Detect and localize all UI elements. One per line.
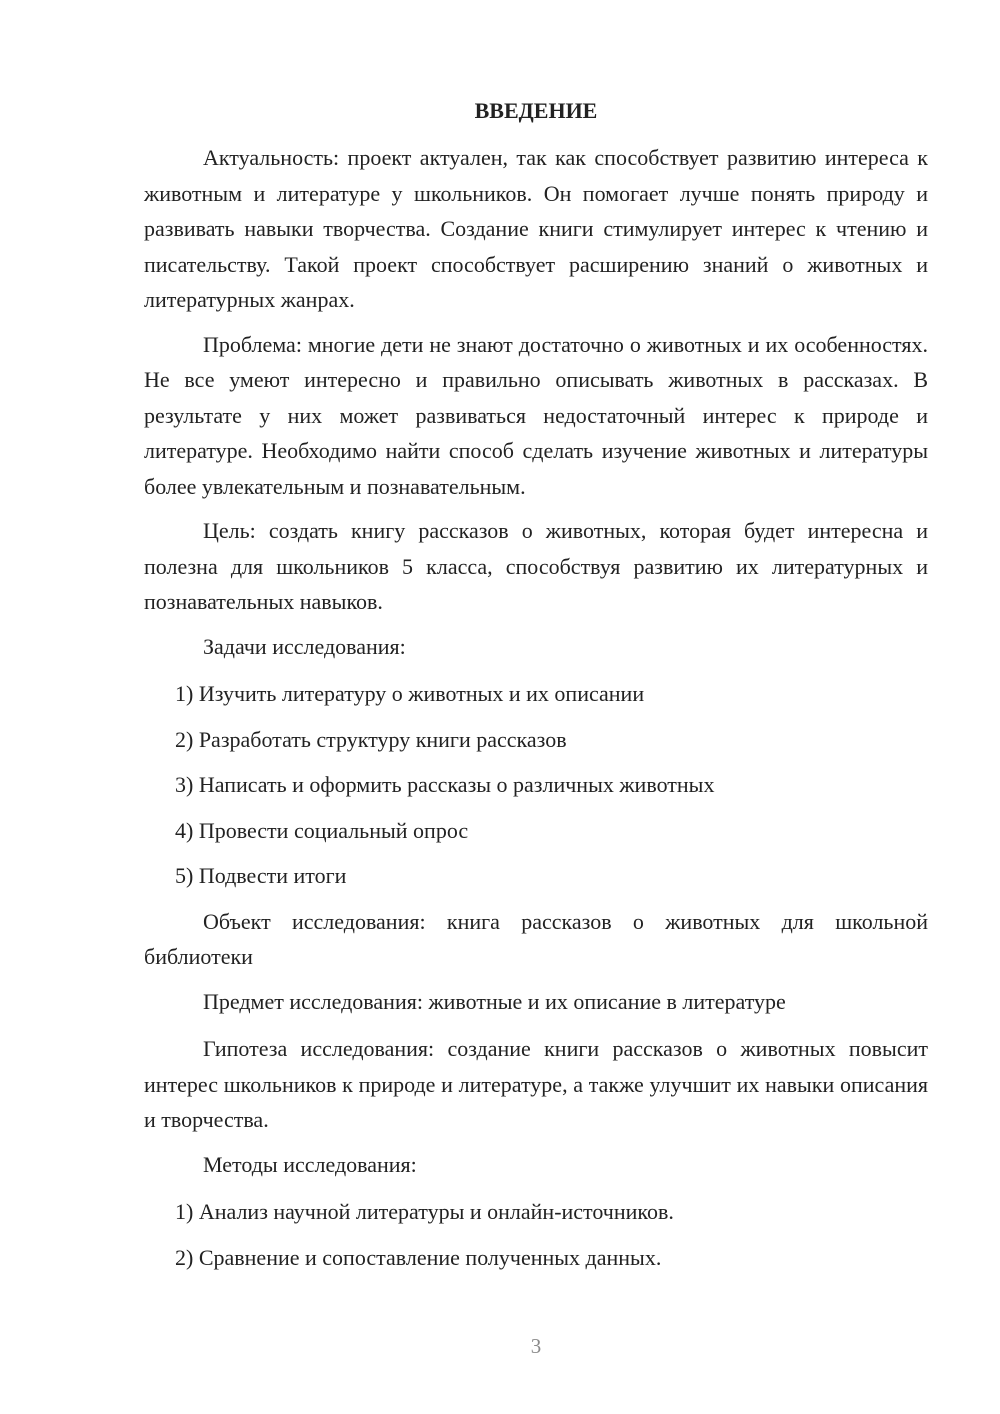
method-item: 1) Анализ научной литературы и онлайн-источников. <box>175 1199 674 1224</box>
task-item: 1) Изучить литературу о животных и их описании <box>175 681 645 706</box>
subject-paragraph: Предмет исследования: животные и их описание в литературе <box>203 988 786 1014</box>
problem-paragraph: Проблема: многие дети не знают достаточно о животных и их особенностях. Не все умеют интересно и правильно описывать животных в рассказах. В результате у них может развиваться недостаточный интерес к природе и литературе. Необходимо найти способ сделать изучение животных и литературы более увлекательным и познавательным. <box>144 331 928 499</box>
page-number: 3 <box>530 1334 542 1358</box>
task-item: 3) Написать и оформить рассказы о различных животных <box>175 772 715 797</box>
task-item: 2) Разработать структуру книги рассказов <box>175 726 567 752</box>
task-item: 5) Подвести итоги <box>175 863 347 888</box>
object-paragraph: Объект исследования: книга рассказов о животных для школьной библиотеки <box>144 908 928 969</box>
hypothesis-paragraph: Гипотеза исследования: создание книги рассказов о животных повысит интерес школьников к природе и литературе, а также улучшит их навыки описания и творчества. <box>144 1036 928 1132</box>
method-item: 2) Сравнение и сопоставление полученных данных. <box>175 1244 662 1270</box>
page-content <box>144 96 928 1285</box>
goal-paragraph: Цель: создать книгу рассказов о животных, которая будет интересна и полезна для школьников 5 класса, способствуя развитию их литературных и познавательных навыков. <box>144 518 928 614</box>
relevance-paragraph: Актуальность: проект актуален, так как способствует развитию интереса к животным и литературе у школьников. Он помогает лучше понять природу и развивать навыки творчества. Создание книги стимулирует интерес к чтению и писательству. Такой проект способствует расширению знаний о животных и литературных жанрах. <box>144 145 928 312</box>
methods-heading: Методы исследования: <box>203 1151 417 1177</box>
page-title: ВВЕДЕНИЕ <box>474 98 598 123</box>
tasks-heading: Задачи исследования: <box>203 633 406 659</box>
task-item: 4) Провести социальный опрос <box>175 817 469 843</box>
